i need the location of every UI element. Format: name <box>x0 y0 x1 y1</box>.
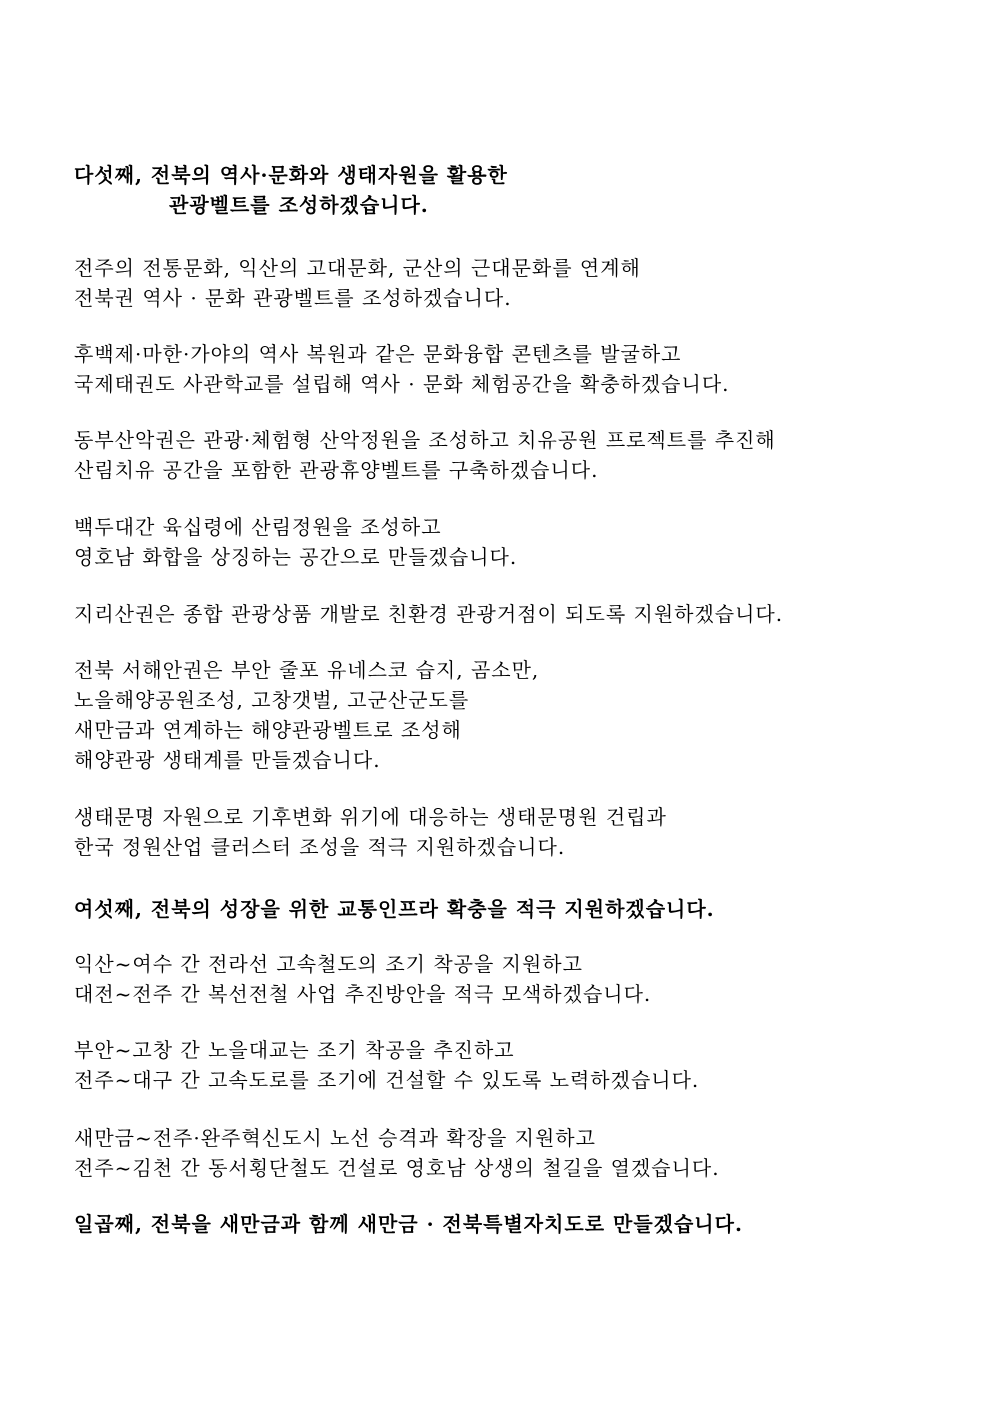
paragraph-line: 전주~대구 간 고속도로를 조기에 건설할 수 있도록 노력하겠습니다. <box>74 1068 700 1092</box>
paragraph-line: 산림치유 공간을 포함한 관광휴양벨트를 구축하겠습니다. <box>74 458 599 482</box>
paragraph-line: 노을해양공원조성, 고창갯벌, 고군산군도를 <box>74 688 470 712</box>
paragraph-line: 지리산권은 종합 관광상품 개발로 친환경 관광거점이 되도록 지원하겠습니다. <box>74 602 784 626</box>
paragraph-line: 익산~여수 간 전라선 고속철도의 조기 착공을 지원하고 <box>74 952 583 976</box>
paragraph-line: 전북 서해안권은 부안 줄포 유네스코 습지, 곰소만, <box>74 658 540 682</box>
paragraph-line: 국제태권도 사관학교를 설립해 역사 · 문화 체험공간을 확충하겠습니다. <box>74 372 730 396</box>
paragraph <box>74 512 934 572</box>
paragraph <box>74 1123 934 1183</box>
paragraph-line: 동부산악권은 관광·체험형 산악정원을 조성하고 치유공원 프로젝트를 추진해 <box>74 428 776 452</box>
paragraph-line: 한국 정원산업 클러스터 조성을 적극 지원하겠습니다. <box>74 835 566 859</box>
paragraph-line: 해양관광 생태계를 만들겠습니다. <box>74 748 381 772</box>
paragraph-line: 백두대간 육십령에 산림정원을 조성하고 <box>74 515 442 539</box>
paragraph <box>74 253 934 313</box>
paragraph <box>74 802 934 862</box>
heading-line: 관광벨트를 조성하겠습니다. <box>169 193 429 217</box>
paragraph-line: 생태문명 자원으로 기후변화 위기에 대응하는 생태문명원 건립과 <box>74 805 667 829</box>
paragraph-line: 대전~전주 간 복선전철 사업 추진방안을 적극 모색하겠습니다. <box>74 982 652 1006</box>
paragraph <box>74 425 934 485</box>
paragraph <box>74 339 934 399</box>
section-heading-fifth <box>74 160 934 220</box>
paragraph <box>74 949 934 1009</box>
paragraph-line: 새만금~전주·완주혁신도시 노선 승격과 확장을 지원하고 <box>74 1126 596 1150</box>
paragraph <box>74 655 934 775</box>
paragraph-line: 후백제·마한·가야의 역사 복원과 같은 문화융합 콘텐츠를 발굴하고 <box>74 342 682 366</box>
heading-line: 여섯째, 전북의 성장을 위한 교통인프라 확충을 적극 지원하겠습니다. <box>74 897 715 921</box>
heading-line: 다섯째, 전북의 역사·문화와 생태자원을 활용한 <box>74 163 508 187</box>
paragraph-line: 새만금과 연계하는 해양관광벨트로 조성해 <box>74 718 462 742</box>
section-heading-sixth <box>74 894 934 924</box>
paragraph-line: 전주~김천 간 동서횡단철도 건설로 영호남 상생의 철길을 열겠습니다. <box>74 1156 720 1180</box>
paragraph-line: 전북권 역사 · 문화 관광벨트를 조성하겠습니다. <box>74 286 512 310</box>
section-heading-seventh <box>74 1209 934 1239</box>
paragraph-line: 영호남 화합을 상징하는 공간으로 만들겠습니다. <box>74 545 518 569</box>
paragraph <box>74 1035 934 1095</box>
paragraph <box>74 599 934 629</box>
paragraph-line: 전주의 전통문화, 익산의 고대문화, 군산의 근대문화를 연계해 <box>74 256 641 280</box>
heading-line: 일곱째, 전북을 새만금과 함께 새만금 · 전북특별자치도로 만들겠습니다. <box>74 1212 743 1236</box>
paragraph-line: 부안~고창 간 노을대교는 조기 착공을 추진하고 <box>74 1038 515 1062</box>
